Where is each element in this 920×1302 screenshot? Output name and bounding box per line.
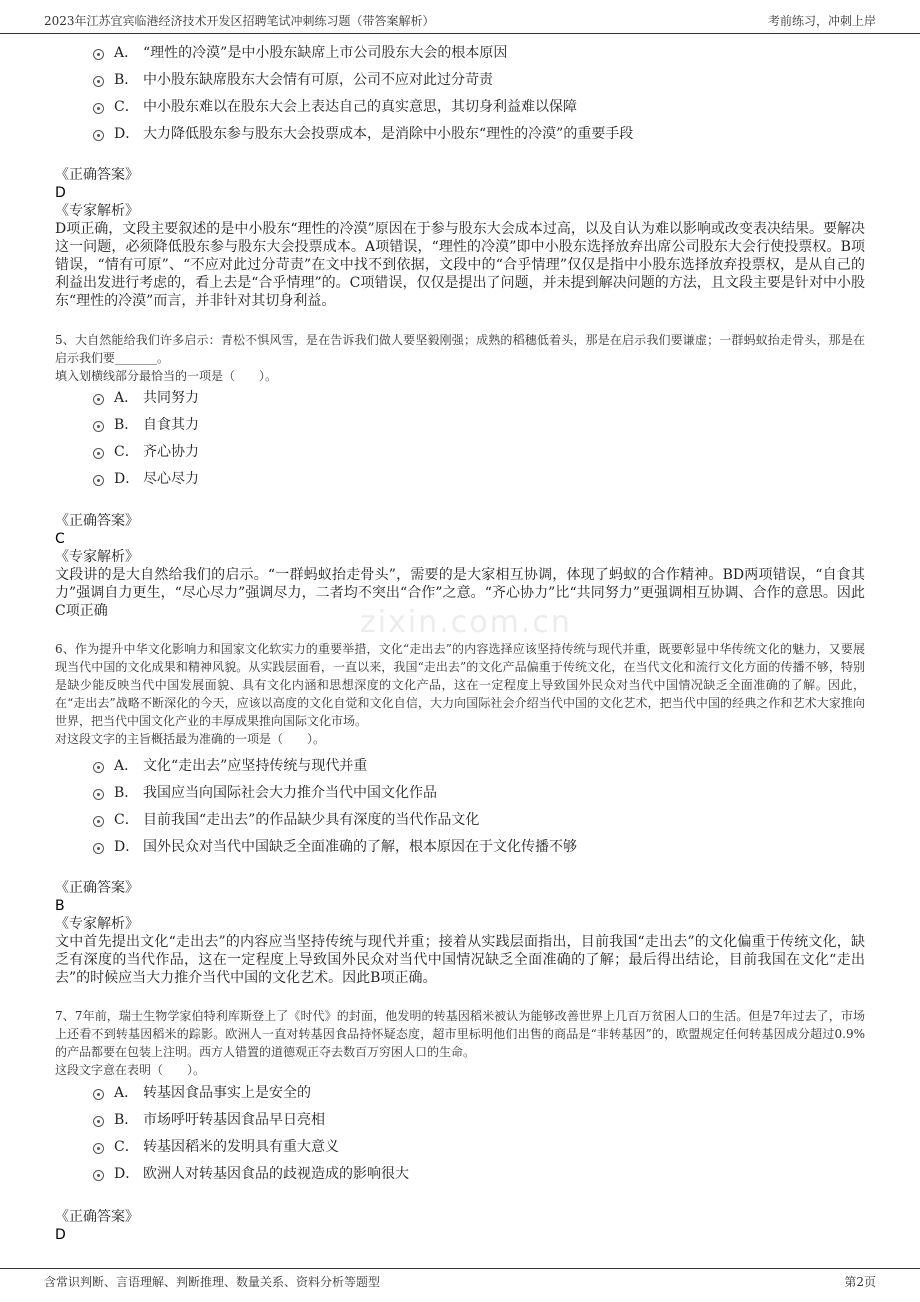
- analysis-label: 《专家解析》: [55, 916, 139, 932]
- q7-stem-section: [55, 1007, 865, 1079]
- answer-label: 《正确答案》: [55, 1209, 139, 1225]
- answer-label: 《正确答案》: [55, 880, 139, 896]
- q7-answer-section: [55, 1208, 865, 1244]
- footer-note: 含常识判断、言语理解、判断推理、数量关系、资料分析等题型: [44, 1275, 381, 1289]
- question-prompt: 填入划横线部分最恰当的一项是（ ）。: [55, 369, 278, 383]
- q6-answer-section: [55, 879, 865, 987]
- radio-icon[interactable]: [93, 421, 104, 432]
- header-slogan: 考前练习，冲刺上岸: [767, 14, 876, 28]
- watermark: zixin.com.cn: [360, 605, 572, 640]
- page-footer: [0, 1268, 920, 1302]
- radio-icon[interactable]: [93, 1116, 104, 1127]
- answer-label: 《正确答案》: [55, 513, 139, 529]
- radio-icon[interactable]: [93, 394, 104, 405]
- radio-icon[interactable]: [93, 816, 104, 827]
- q5-stem-section: [55, 331, 865, 385]
- answer-value: C: [55, 531, 65, 547]
- radio-icon[interactable]: [93, 76, 104, 87]
- answer-value: D: [55, 1227, 66, 1243]
- radio-icon[interactable]: [93, 49, 104, 60]
- analysis-text: 文段讲的是大自然给我们的启示。“一群蚂蚁抬走骨头”，需要的是大家相互协调，体现了蚂蚁的合作精神。BD两项错误，“自食其力”强调自力更生，“尽心尽力”强调尽力，二者均不突出“合作”之意。“齐心协力”比“共同努力”更强调相互协调、合作的意思。因此C项正确: [55, 567, 865, 619]
- radio-icon[interactable]: [93, 130, 104, 141]
- question-stem: 5、大自然能给我们许多启示：青松不惧风雪，是在告诉我们做人要坚毅刚强；成熟的稻穗低着头，那是在启示我们要谦虚；一群蚂蚁抬走骨头，那是在启示我们要_______。: [55, 333, 865, 365]
- document-title: 2023年江苏宜宾临港经济技术开发区招聘笔试冲刺练习题（带答案解析）: [44, 14, 435, 28]
- radio-icon[interactable]: [93, 789, 104, 800]
- radio-icon[interactable]: [93, 762, 104, 773]
- answer-label: 《正确答案》: [55, 167, 139, 183]
- question-stem: 6、作为提升中华文化影响力和国家文化软实力的重要举措，文化“走出去”的内容选择应该坚持传统与现代并重，既要彰显中华传统文化的魅力，又要展现当代中国的文化成果和精神风貌。从实践层面看，一直以来，我国“走出去”的文化产品偏重于传统文化，在当代文化和流行文化方面的传播不够，特别是缺少能反映当代中国发展面貌、具有文化内涵和思想深度的文化产品，这在一定程度上导致国外民众对当代中国情况缺乏全面准确的了解。因此，在“走出去”战略不断深化的今天，应该以高度的文化自觉和文化自信，大力向国际社会介绍当代中国的文化艺术，把当代中国的经典之作和艺术大家推向世界，把当代中国文化产业的丰厚成果推向国际文化市场。: [55, 642, 865, 728]
- q4-answer-section: [55, 166, 865, 310]
- q6-stem-section: [55, 640, 865, 748]
- question-stem: 7、7年前，瑞士生物学家伯特利库斯登上了《时代》的封面，他发明的转基因稻米被认为能够改善世界上几百万贫困人口的生活。但是7年过去了，市场上还看不到转基因稻米的踪影。欧洲人一直对转基因食品持怀疑态度，超市里标明他们出售的商品是“非转基因”的，欧盟规定任何转基因成分超过0.9%的产品都要在包装上注明。西方人错置的道德观正夺去数百万穷困人口的生命。: [55, 1009, 865, 1059]
- analysis-label: 《专家解析》: [55, 203, 139, 219]
- question-prompt: 对这段文字的主旨概括最为准确的一项是（ ）。: [55, 732, 326, 746]
- radio-icon[interactable]: [93, 103, 104, 114]
- page-header: [0, 0, 920, 34]
- radio-icon[interactable]: [93, 448, 104, 459]
- answer-value: D: [55, 185, 66, 201]
- q5-answer-section: [55, 512, 865, 620]
- page-number: 第2页: [844, 1275, 876, 1289]
- analysis-text: 文中首先提出文化“走出去”的内容应当坚持传统与现代并重；接着从实践层面指出，目前我国“走出去”的文化偏重于传统文化，缺乏有深度的当代作品，这在一定程度上导致国外民众对当代中国情况缺乏全面准确的了解；最后得出结论，目前我国在文化“走出去”的时候应当大力推介当代中国的文化艺术。因此B项正确。: [55, 934, 865, 986]
- answer-value: B: [55, 898, 65, 914]
- radio-icon[interactable]: [93, 1089, 104, 1100]
- analysis-text: D项正确，文段主要叙述的是中小股东“理性的冷漠”原因在于参与股东大会成本过高，以及自认为难以影响或改变表决结果。要解决这一问题，必须降低股东参与股东大会投票成本。A项错误，“理性的冷漠”即中小股东选择放弃出席公司股东大会行使投票权。B项错误，“情有可原”、“不应对此过分苛责”在文中找不到依据，文段中的“合乎情理”仅仅是指中小股东选择放弃投票权，是从自己的利益出发进行考虑的，看上去是“合乎情理”的。C项错误，仅仅是提出了问题，并未提到解决问题的方法，且文段主要是针对中小股东“理性的冷漠”而言，并非针对其切身利益。: [55, 221, 865, 309]
- radio-icon[interactable]: [93, 1143, 104, 1154]
- analysis-label: 《专家解析》: [55, 549, 139, 565]
- radio-icon[interactable]: [93, 843, 104, 854]
- question-prompt: 这段文字意在表明（ ）。: [55, 1063, 206, 1077]
- radio-icon[interactable]: [93, 475, 104, 486]
- radio-icon[interactable]: [93, 1170, 104, 1181]
